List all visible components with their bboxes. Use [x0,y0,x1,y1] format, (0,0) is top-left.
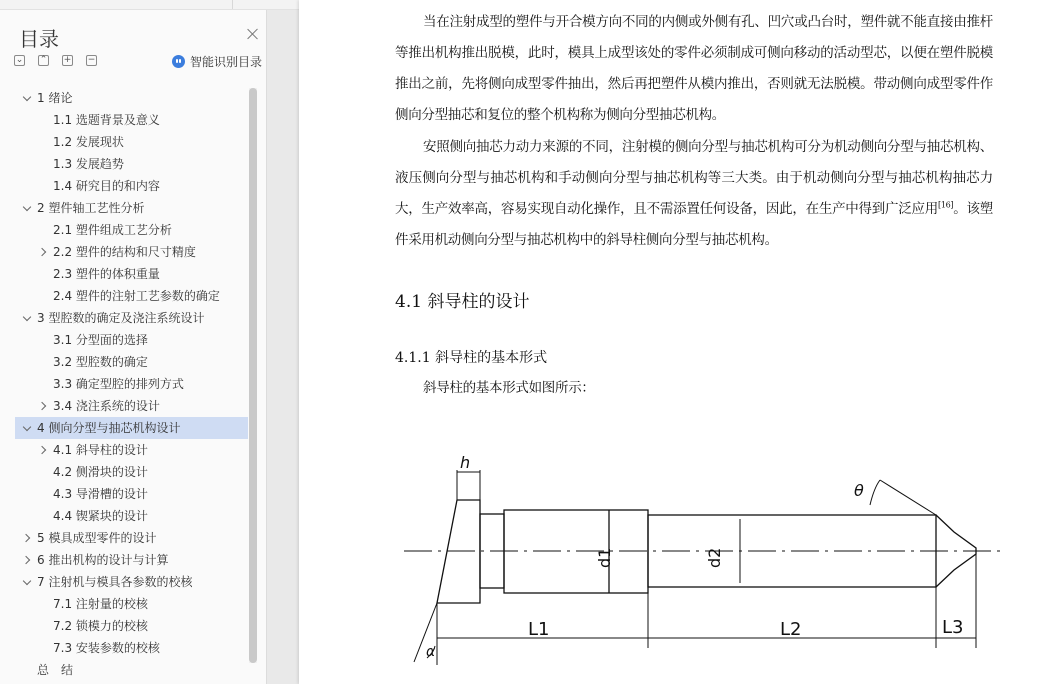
remove-heading-button[interactable] [86,55,97,66]
nav-pane-title: 目录 [19,27,59,51]
toc-item-label: 4.4 锲紧块的设计 [53,509,148,523]
heading-4-1-1: 4.1.1 斜导柱的基本形式 [395,350,548,366]
toc-item[interactable] [15,615,248,637]
toc-item[interactable] [15,659,248,677]
paragraph-1: 当在注射成型的塑件与开合模方向不同的内侧或外侧有孔、凹穴或凸台时，塑件就不能直接由推杆等推出机构推出脱模，此时，模具上成型该处的零件必须制成可侧向移动的活动型芯，以便在塑件脱模推出之前，先将侧向成型零件抽出，然后再把塑件从模内推出，否则就无法脱模。带动侧向成型零件作侧向分型抽芯和复位的整个机构称为侧向分型抽芯机构。 [395,14,993,123]
toc-item[interactable] [15,549,248,571]
scrollbar-thumb[interactable] [249,88,257,663]
chevron-right-icon[interactable] [22,549,32,571]
label-L1: L1 [528,619,550,640]
paragraph-2-tail: 。该塑件采用机动侧向分型与抽芯机构中的斜导柱侧向分型与抽芯机构。 [395,201,993,248]
toc-item-label: 7.1 注射量的校核 [53,597,148,611]
toc-item[interactable] [15,483,248,505]
toc-item[interactable] [15,329,248,351]
label-h: h [460,453,471,472]
toc-tree [15,87,248,677]
paragraph-2 [395,132,993,256]
toc-item[interactable] [15,197,248,219]
label-L3: L3 [942,617,964,638]
toc-item-label: 1.1 选题背景及意义 [53,113,160,127]
toc-item[interactable] [15,241,248,263]
toc-item[interactable] [15,439,248,461]
toc-item-label: 4.3 导滑槽的设计 [53,487,148,501]
toc-item[interactable] [15,351,248,373]
toc-item[interactable] [15,593,248,615]
expand-all-button[interactable] [38,55,49,66]
chevron-down-icon[interactable] [22,307,32,329]
toc-item[interactable] [15,395,248,417]
minus-icon: − [87,55,96,65]
toc-item[interactable] [15,219,248,241]
toc-item-label: 6 推出机构的设计与计算 [37,553,169,567]
toc-item-label: 3.3 确定型腔的排列方式 [53,377,184,391]
label-theta: θ [854,481,864,500]
smart-toc-button[interactable] [172,53,262,70]
toc-item[interactable] [15,109,248,131]
close-icon[interactable] [245,26,261,42]
toc-item-label: 1.3 发展趋势 [53,157,124,171]
add-heading-button[interactable] [62,55,73,66]
toc-item-label: 5 模具成型零件的设计 [37,531,157,545]
toc-item[interactable] [15,307,248,329]
toc-item[interactable] [15,373,248,395]
navigation-pane [0,10,267,684]
toc-scrollbar[interactable] [249,88,257,663]
toc-item-label: 2.4 塑件的注射工艺参数的确定 [53,289,220,303]
label-L2: L2 [780,619,802,640]
toc-item-label: 7.3 安装参数的校核 [53,641,160,655]
ai-assistant-icon [172,55,185,68]
toc-item[interactable] [15,285,248,307]
toc-item-label: 总 结 [37,663,74,677]
toc-item[interactable] [15,263,248,285]
toc-item-label: 2 塑件轴工艺性分析 [37,201,145,215]
chevron-right-icon[interactable] [38,395,48,417]
chevron-down-icon[interactable] [22,87,32,109]
toc-item-label: 1.4 研究目的和内容 [53,179,160,193]
chevron-down-icon: ⌄ [15,55,24,65]
label-d1: d1 [595,547,614,568]
toc-item[interactable] [15,417,248,439]
chevron-right-icon[interactable] [22,527,32,549]
toc-item[interactable] [15,461,248,483]
toc-item-label: 4.1 斜导柱的设计 [53,443,148,457]
toc-item-label: 7 注射机与模具各参数的校核 [37,575,193,589]
collapse-all-button[interactable] [14,55,25,66]
toc-item-label: 3.1 分型面的选择 [53,333,148,347]
toc-item[interactable] [15,87,248,109]
toc-item[interactable] [15,505,248,527]
guide-pillar-figure [402,450,1002,676]
chevron-down-icon[interactable] [22,197,32,219]
toc-item[interactable] [15,153,248,175]
toc-item-label: 1.2 发展现状 [53,135,124,149]
guide-pillar-drawing [402,450,1002,672]
chevron-right-icon[interactable] [38,241,48,263]
toc-item-label: 2.2 塑件的结构和尺寸精度 [53,245,196,259]
toc-item[interactable] [15,175,248,197]
plus-icon: + [63,55,72,65]
chevron-right-icon[interactable] [38,439,48,461]
toc-item-label: 4 侧向分型与抽芯机构设计 [37,421,181,435]
chevron-up-icon: ⌃ [39,55,48,65]
toc-item-label: 2.1 塑件组成工艺分析 [53,223,172,237]
toc-item[interactable] [15,131,248,153]
toc-item[interactable] [15,527,248,549]
paragraph-3: 斜导柱的基本形式如图所示： [423,380,595,396]
chevron-down-icon[interactable] [22,417,32,439]
paragraph-2-text: 安照侧向抽芯力动力来源的不同，注射模的侧向分型与抽芯机构可分为机动侧向分型与抽芯机构、液压侧向分型与抽芯机构和手动侧向分型与抽芯机构等三大类。由于机动侧向分型与抽芯机构抽芯力大，生产效率高，容易实现自动化操作，且不需添置任何设备，因此，在生产中得到广泛应用 [395,139,993,217]
toc-item-label: 3.2 型腔数的确定 [53,355,148,369]
toc-item-label: 3.4 浇注系统的设计 [53,399,160,413]
toc-item[interactable] [15,571,248,593]
smart-toc-label: 智能识别目录 [190,55,263,69]
toc-item-label: 3 型腔数的确定及浇注系统设计 [37,311,205,325]
toc-item-label: 4.2 侧滑块的设计 [53,465,148,479]
label-alpha: α [426,644,436,660]
label-d2: d2 [705,547,724,568]
chevron-down-icon[interactable] [22,571,32,593]
toc-item-label: 1 绪论 [37,91,73,105]
citation-16[interactable]: [16] [938,200,954,210]
toc-item[interactable] [15,637,248,659]
toc-item-label: 2.3 塑件的体积重量 [53,267,160,281]
toc-item-label: 7.2 锁模力的校核 [53,619,148,633]
heading-4-1: 4.1 斜导柱的设计 [395,292,530,312]
